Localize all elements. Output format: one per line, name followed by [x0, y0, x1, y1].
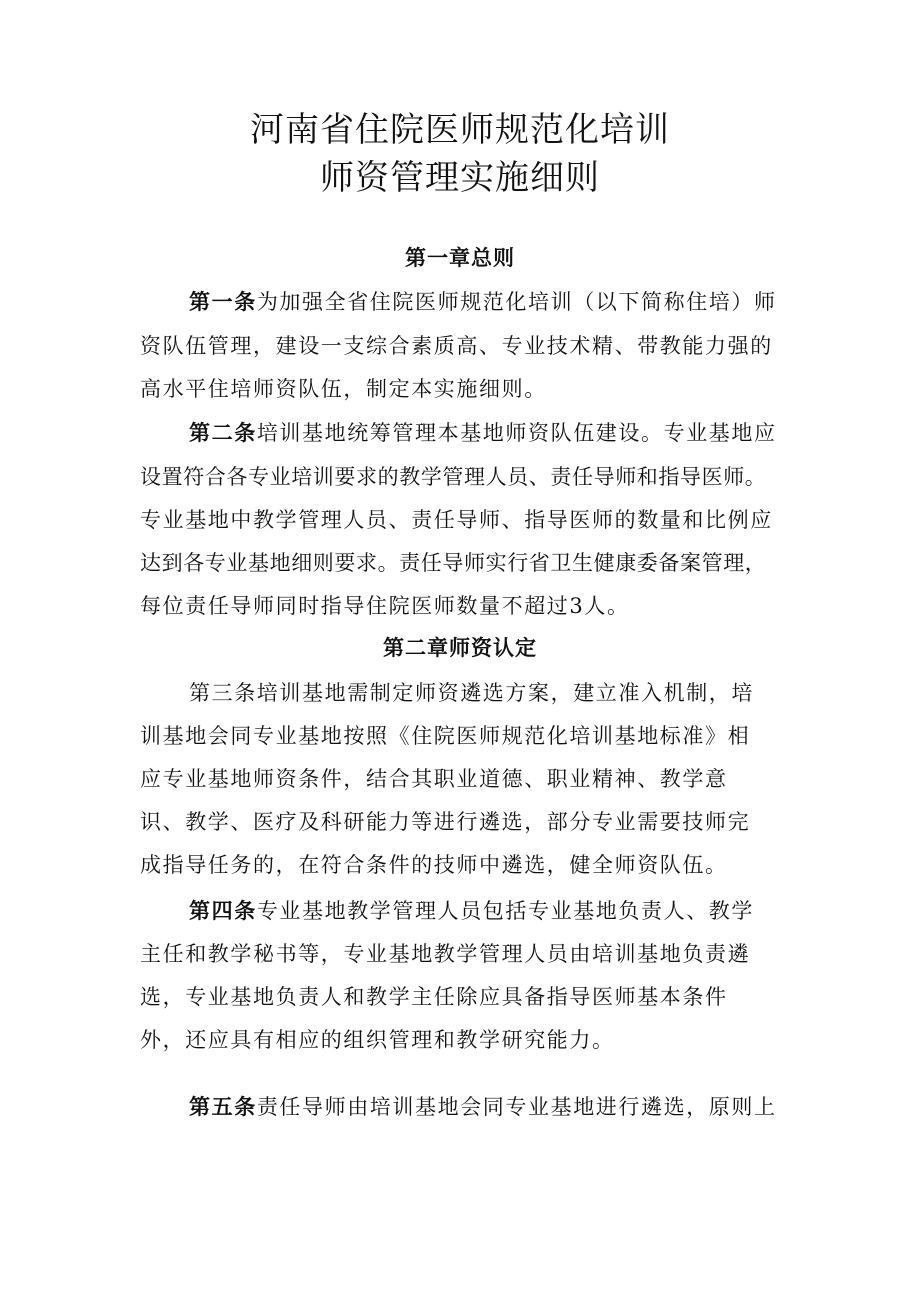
article-1-line-3: 高水平住培师资队伍，制定本实施细则。 [140, 377, 547, 401]
article-1-text-1: 为加强全省住院医师规范化培训（以下简称住培）师 [256, 290, 777, 314]
article-3-line-1: 第三条培训基地需制定师资遴选方案，建立准入机制，培 [189, 681, 754, 705]
article-4-line-1 [189, 897, 800, 925]
article-4-text-1: 专业基地教学管理人员包括专业基地负责人、教学 [256, 899, 755, 923]
article-5-text-1: 责任导师由培训基地会同专业基地进行遴选，原则上 [256, 1095, 777, 1119]
article-4-line-2: 主任和教学秘书等，专业基地教学管理人员由培训基地负责遴 [140, 942, 751, 966]
article-1-line-2: 资队伍管理，建设一支综合素质高、专业技术精、带教能力强的 [140, 334, 773, 358]
article-2-line-4: 达到各专业基地细则要求。责任导师实行省卫生健康委备案管理， [140, 551, 767, 575]
article-2-line-3: 专业基地中教学管理人员、责任导师、指导医师的数量和比例应 [140, 508, 773, 532]
article-2-line-1 [189, 419, 800, 447]
article-3-line-2: 训基地会同专业基地按照《住院医师规范化培训基地标准》相 [140, 724, 751, 748]
article-2-line-5: 每位责任导师同时指导住院医师数量不超过3人。 [140, 594, 630, 618]
article-2-text-1: 培训基地统筹管理本基地师资队伍建设。专业基地应 [256, 421, 777, 445]
article-3-line-3: 应专业基地师资条件，结合其职业道德、职业精神、教学意 [140, 767, 728, 791]
article-3-line-5: 成指导任务的，在符合条件的技师中遴选，健全师资队伍。 [140, 853, 728, 877]
article-4-line-4: 外，还应具有相应的组织管理和教学研究能力。 [140, 1028, 615, 1052]
article-3-line-4: 识、教学、医疗及科研能力等进行遴选，部分专业需要技师完 [140, 810, 751, 834]
chapter-2-heading: 第二章师资认定 [383, 635, 537, 660]
article-4-line-3: 选，专业基地负责人和教学主任除应具备指导医师基本条件 [140, 985, 728, 1009]
article-2-label: 第二条 [189, 420, 257, 445]
document-title-line-1: 河南省住院医师规范化培训 [250, 110, 670, 150]
article-5-label: 第五条 [189, 1094, 257, 1119]
document-title-line-2: 师资管理实施细则 [320, 158, 600, 198]
article-2-line-2: 设置符合各专业培训要求的教学管理人员、责任导师和指导医师。 [140, 465, 767, 489]
article-5-line-1 [189, 1093, 800, 1121]
chapter-1-heading: 第一章总则 [405, 245, 515, 270]
article-1-line-1 [189, 288, 800, 316]
article-1-label: 第一条 [189, 289, 257, 314]
article-4-label: 第四条 [189, 898, 257, 923]
